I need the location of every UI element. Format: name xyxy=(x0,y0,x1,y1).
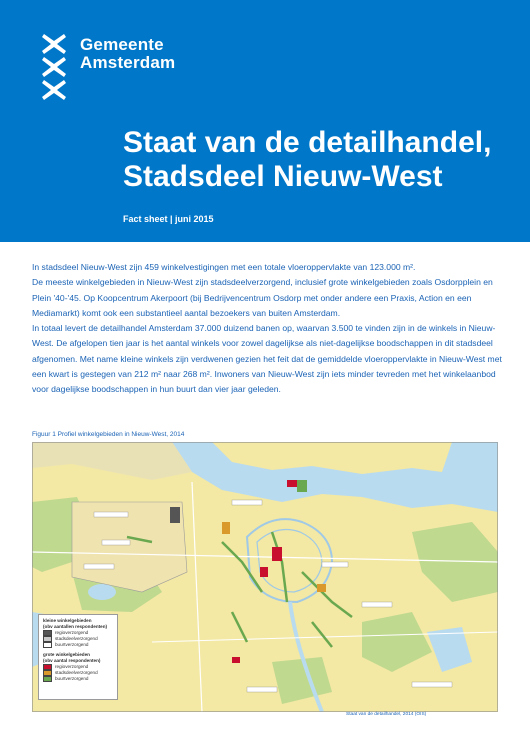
amsterdam-crosses-logo xyxy=(42,34,70,103)
map-legend xyxy=(38,614,118,700)
map-lake-sloterplas xyxy=(88,584,116,600)
map-regional-centre xyxy=(287,480,297,487)
map-label-box xyxy=(362,602,392,607)
legend-swatch xyxy=(43,676,52,682)
logo-line-2: Amsterdam xyxy=(80,53,176,72)
title-line-1: Staat van de detailhandel, xyxy=(123,126,492,159)
legend-swatch xyxy=(43,642,52,648)
map-label-box xyxy=(102,540,130,545)
map-district-centre xyxy=(222,522,230,534)
legend-label: buurtverzorgend xyxy=(55,642,89,647)
map-regional-centre xyxy=(272,547,282,561)
figure-caption: Figuur 1 Profiel winkelgebieden in Nieuw-West, 2014 xyxy=(32,431,185,438)
map-label-box xyxy=(232,500,262,505)
intro-paragraph-3: In totaal levert de detailhandel Amsterdam 37.000 duizend banen op, waarvan 3.500 te vinden zijn in de winkels in Nieuw-West. De afgelopen tien jaar is het aantal winkels voor zowel dagelijkse als niet-dagelijkse boodschappen in dit stadsdeel afgenomen. Met name kleine winkels zijn verdwenen gezien het feit dat de gemiddelde vloeroppervlakte in Nieuw-West met een kwart is gestegen van 212 m² naar 268 m². Inwoners van Nieuw-West zijn iets minder tevreden met het winkelaanbod voor dagelijkse boodschappen in hun buurt dan vier jaar geleden. xyxy=(32,323,502,395)
map-district-centre xyxy=(317,584,326,592)
map-regional-centre xyxy=(260,567,268,577)
map-regional-centre xyxy=(232,657,240,663)
map-label-box xyxy=(322,562,348,567)
map-nieuw-west-large-area xyxy=(170,507,180,523)
legend-group-1-subtitle: (obv aantallen respondenten) xyxy=(43,624,108,629)
map-neighbourhood-area xyxy=(297,480,307,492)
figure-source: Staat van de detailhandel, 2014 (OIS) xyxy=(346,712,427,717)
legend-label: regioverzorgend xyxy=(55,664,89,669)
intro-text xyxy=(32,260,502,398)
map-label-box xyxy=(84,564,114,569)
legend-group-1-title: kleine winkelgebieden xyxy=(43,618,92,623)
cross-icon xyxy=(42,57,66,77)
header-banner xyxy=(0,0,530,242)
map-nieuw-west-outline xyxy=(72,502,187,592)
logo-line-1: Gemeente xyxy=(80,35,164,54)
legend-item xyxy=(43,676,113,682)
intro-paragraph-1: In stadsdeel Nieuw-West zijn 459 winkelvestigingen met een totale vloeroppervlakte van 123.000 m². xyxy=(32,262,416,272)
legend-group-2-title: grote winkelgebieden xyxy=(43,652,90,657)
legend-label: stadsdeelverzorgend xyxy=(55,670,98,675)
legend-group-2-subtitle: (obv aantal respondenten) xyxy=(43,658,101,663)
fact-sheet-date: Fact sheet | juni 2015 xyxy=(123,214,214,224)
legend-label: buurtverzorgend xyxy=(55,676,89,681)
title-line-2: Stadsdeel Nieuw-West xyxy=(123,160,443,193)
map-label-box xyxy=(247,687,277,692)
intro-paragraph-2: De meeste winkelgebieden in Nieuw-West zijn stadsdeelverzorgend, inclusief grote winkelgebieden zoals Osdorpplein en Plein '40-'45. Op Koopcentrum Akerpoort (bij Bedrijvencentrum Osdorp met onder andere een Praxis, Action en een Mediamarkt) komt ook een substantieel aantal bezoekers van buiten Amsterdam. xyxy=(32,277,493,318)
logo-wordmark xyxy=(80,36,175,72)
map-label-box xyxy=(412,682,452,687)
cross-icon xyxy=(42,34,66,54)
legend-label: stadsdeelverzorgend xyxy=(55,636,98,641)
page-title xyxy=(123,126,491,194)
map-label-box xyxy=(94,512,128,517)
cross-icon xyxy=(42,80,66,100)
legend-label: regioverzorgend xyxy=(55,630,89,635)
